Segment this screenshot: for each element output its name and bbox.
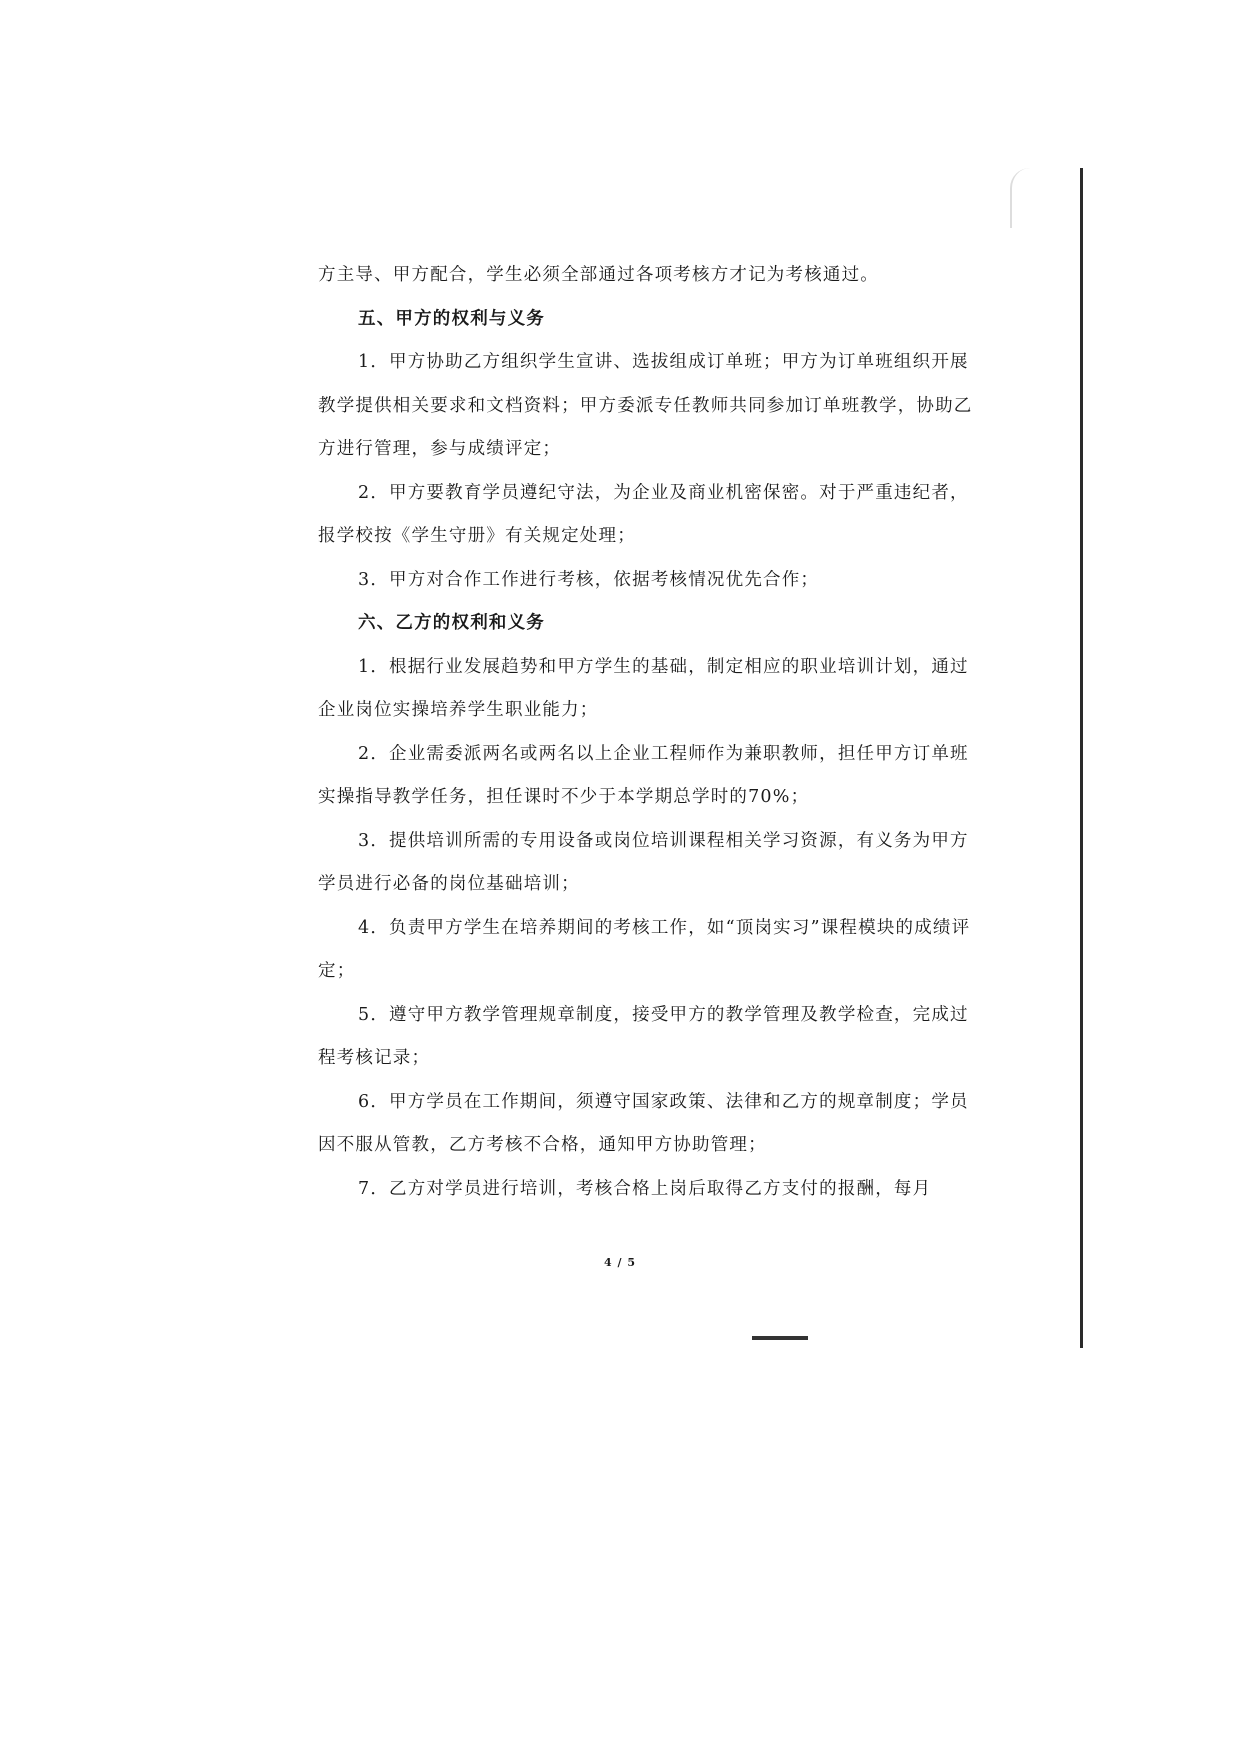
section-heading-party-b: 六、乙方的权利和义务 bbox=[358, 613, 545, 633]
section-heading-party-a: 五、甲方的权利与义务 bbox=[358, 308, 545, 329]
paragraph-item: 3．提供培训所需的专用设备或岗位培训课程相关学习资源，有义务为甲方学员进行必备的岗位基础培训； bbox=[318, 830, 969, 894]
scan-edge-line bbox=[1080, 168, 1083, 1348]
paragraph-item: 5．遵守甲方教学管理规章制度，接受甲方的教学管理及教学检查，完成过程考核记录； bbox=[318, 1004, 969, 1068]
paragraph-item: 1．甲方协助乙方组织学生宣讲、选拔组成订单班；甲方为订单班组织开展教学提供相关要求和文档资料；甲方委派专任教师共同参加订单班教学，协助乙方进行管理，参与成绩评定； bbox=[318, 352, 973, 459]
page-number: 4 / 5 bbox=[604, 1256, 636, 1269]
paragraph-item: 6．甲方学员在工作期间，须遵守国家政策、法律和乙方的规章制度；学员因不服从管教，乙方考核不合格，通知甲方协助管理； bbox=[318, 1091, 969, 1155]
paragraph-item: 7．乙方对学员进行培训，考核合格上岗后取得乙方支付的报酬，每月 bbox=[358, 1178, 932, 1199]
paragraph-item: 3．甲方对合作工作进行考核，依据考核情况优先合作； bbox=[358, 569, 820, 590]
paragraph-item: 1．根据行业发展趋势和甲方学生的基础，制定相应的职业培训计划，通过企业岗位实操培养学生职业能力； bbox=[318, 656, 969, 720]
paragraph-continuation: 方主导、甲方配合，学生必须全部通过各项考核方才记为考核通过。 bbox=[318, 265, 879, 285]
paragraph-item: 2．甲方要教育学员遵纪守法，为企业及商业机密保密。对于严重违纪者，报学校按《学生守册》有关规定处理； bbox=[318, 482, 969, 546]
paragraph-item: 2．企业需委派两名或两名以上企业工程师作为兼职教师，担任甲方订单班实操指导教学任务，担任课时不少于本学期总学时的70%； bbox=[318, 743, 969, 807]
scan-smudge bbox=[1010, 168, 1030, 228]
bottom-mark bbox=[752, 1336, 808, 1340]
paragraph-item: 4．负责甲方学生在培养期间的考核工作，如“顶岗实习”课程模块的成绩评定； bbox=[318, 917, 971, 981]
document-body bbox=[318, 254, 980, 1211]
